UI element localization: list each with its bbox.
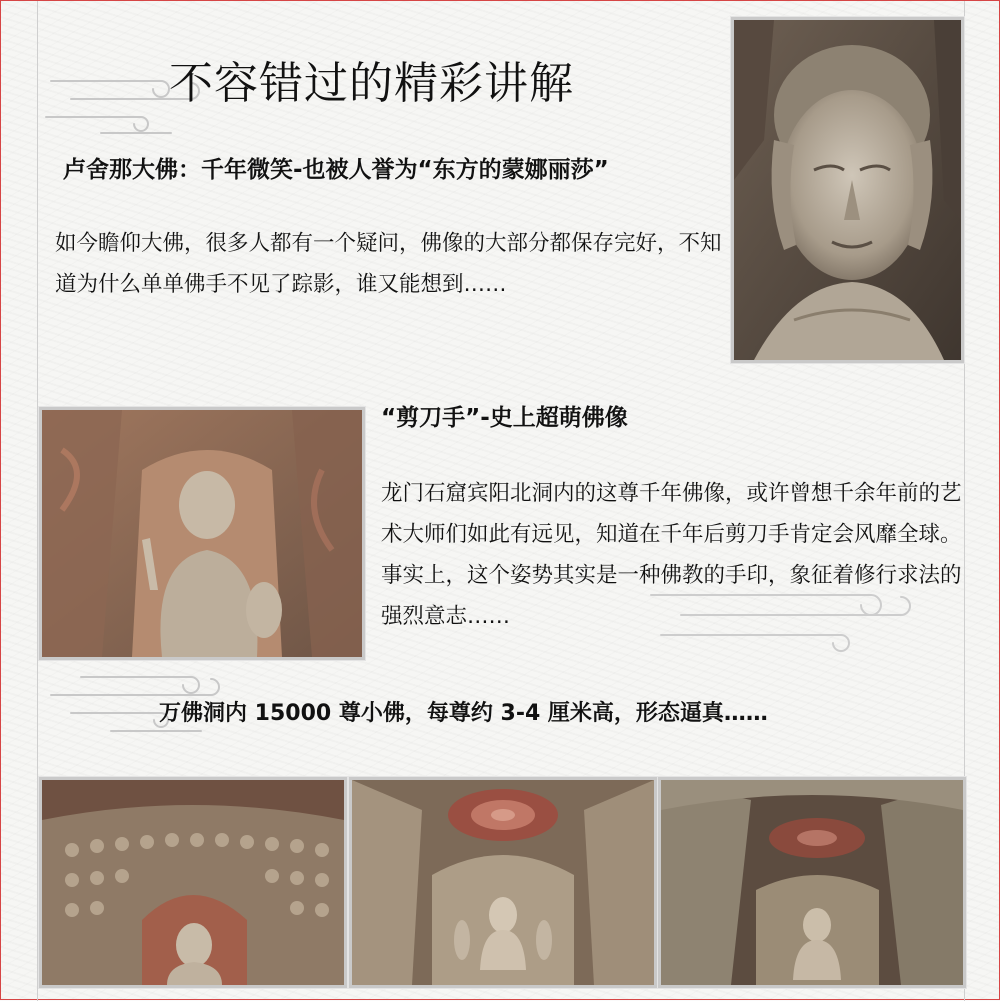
section-heading-vairocana: 卢舍那大佛：千年微笑-也被人誉为“东方的蒙娜丽莎” — [63, 157, 609, 183]
photo-cave-lotus-ceiling — [349, 777, 657, 988]
left-margin-line — [37, 1, 38, 1001]
photo-cave-interior — [658, 777, 966, 988]
photo-scissor-hand-buddha — [39, 407, 365, 660]
section-heading-ten-thousand-buddha: 万佛洞内 15000 尊小佛，每尊约 3-4 厘米高，形态逼真…… — [159, 701, 768, 726]
page-title: 不容错过的精彩讲解 — [169, 58, 574, 109]
photo-thousand-buddha-wall — [39, 777, 347, 988]
section-paragraph-scissor-hand: 龙门石窟宾阳北洞内的这尊千年佛像，或许曾想千余年前的艺术大师们如此有远见，知道在千年后剪刀手肯定会风靡全球。事实上，这个姿势其实是一种佛教的手印，象征着修行求法的强烈意志…… — [381, 481, 962, 629]
section-heading-scissor-hand: “剪刀手”-史上超萌佛像 — [381, 405, 628, 431]
section-paragraph-vairocana: 如今瞻仰大佛，很多人都有一个疑问，佛像的大部分都保存完好，不知道为什么单单佛手不见了踪影，谁又能想到…… — [55, 231, 722, 297]
photo-vairocana-buddha — [731, 17, 964, 363]
